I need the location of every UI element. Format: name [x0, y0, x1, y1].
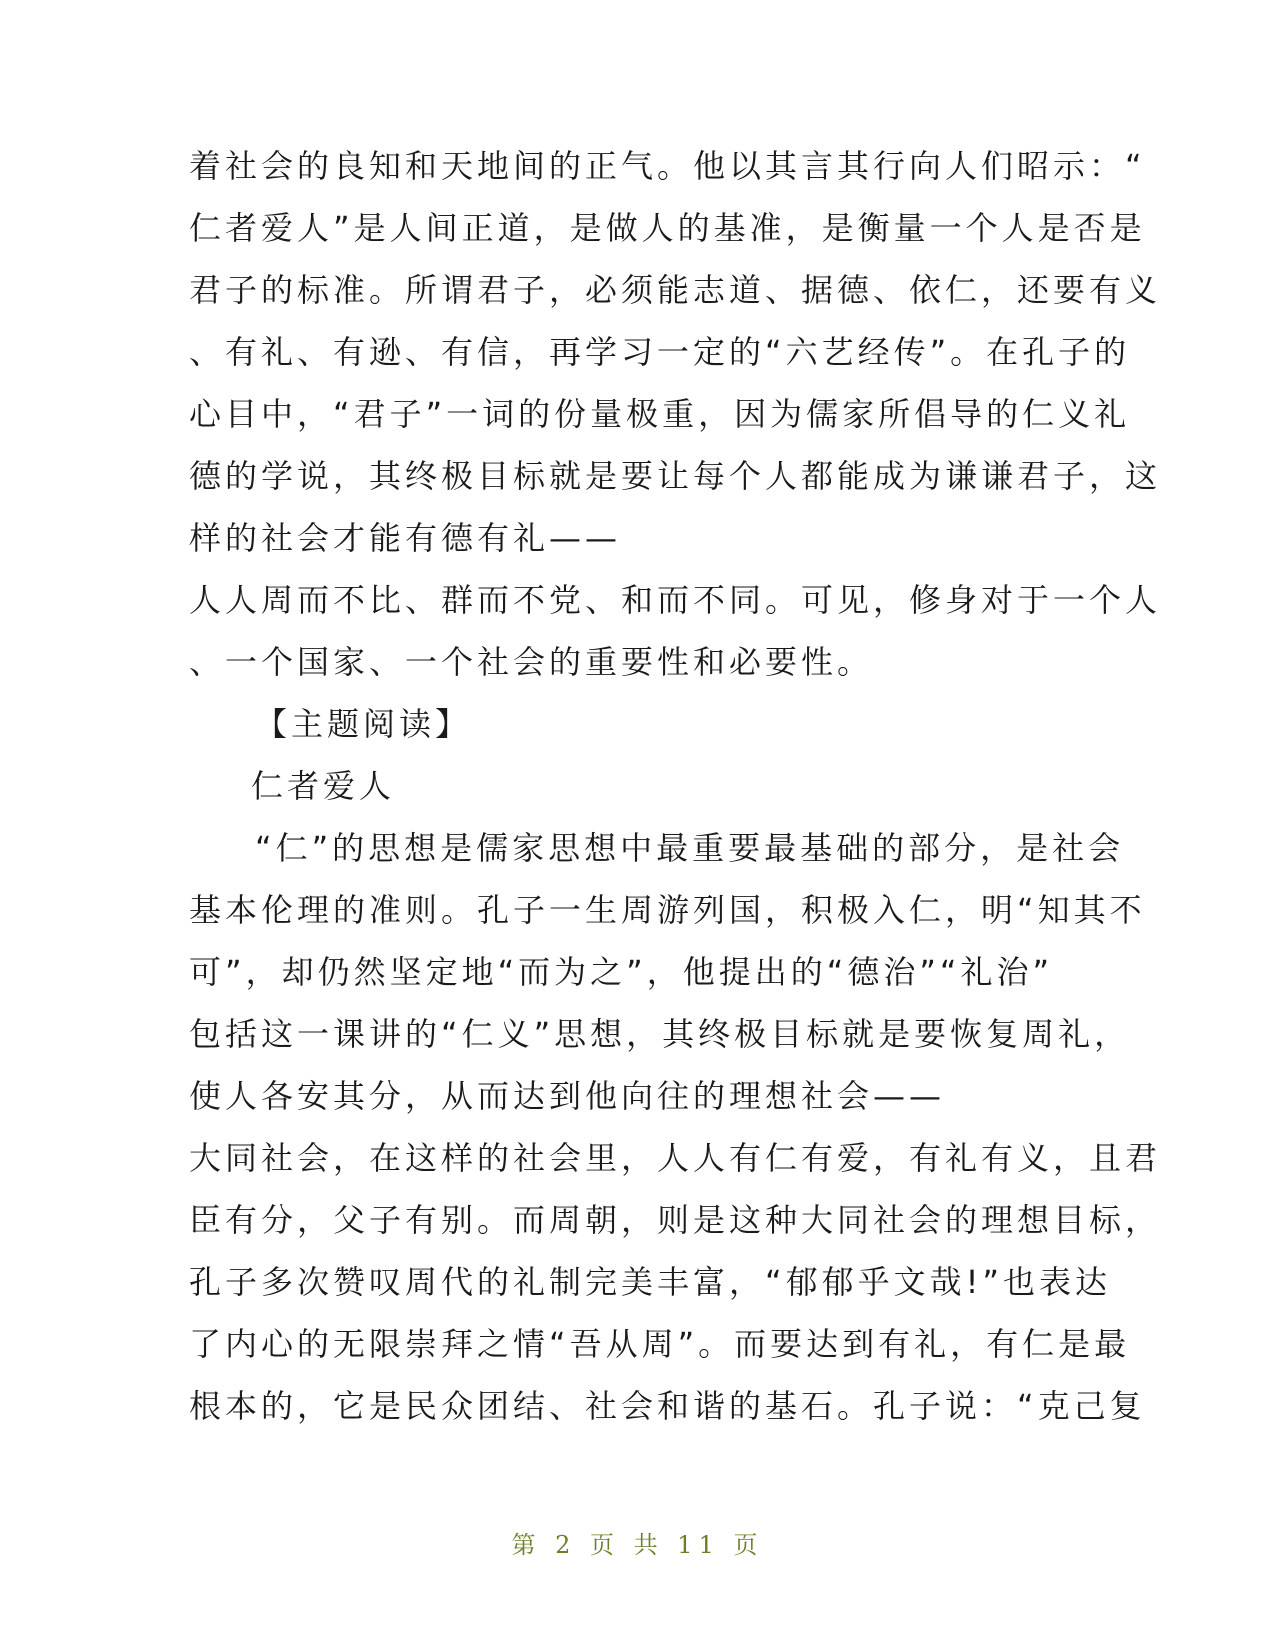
text-line: 君子的标准。所谓君子，必须能志道、据德、依仁，还要有义 [189, 271, 1162, 309]
text-line: 德的学说，其终极目标就是要让每个人都能成为谦谦君子，这 [189, 457, 1162, 495]
text-line: 根本的，它是民众团结、社会和谐的基石。孔子说：“克己复 [189, 1387, 1146, 1425]
text-line: “仁”的思想是儒家思想中最重要最基础的部分，是社会 [255, 829, 1125, 867]
text-line: 仁者爱人”是人间正道，是做人的基准，是衡量一个人是否是 [189, 209, 1146, 247]
text-line: 了内心的无限崇拜之情“吾从周”。而要达到有礼，有仁是最 [189, 1325, 1131, 1363]
text-line: 、一个国家、一个社会的重要性和必要性。 [189, 643, 874, 681]
text-line: 可”，却仍然坚定地“而为之”，他提出的“德治”“礼治” [189, 953, 1054, 991]
section-heading: 【主题阅读】 [255, 705, 472, 743]
text-line: 心目中，“君子”一词的份量极重，因为儒家所倡导的仁义礼 [189, 395, 1131, 433]
text-line: 孔子多次赞叹周代的礼制完美丰富，“郁郁乎文哉!”也表达 [189, 1263, 1111, 1301]
text-line: 基本伦理的准则。孔子一生周游列国，积极入仁，明“知其不 [189, 891, 1146, 929]
text-line: 臣有分，父子有别。而周朝，则是这种大同社会的理想目标， [189, 1201, 1162, 1239]
text-line: 样的社会才能有德有礼—— [189, 519, 622, 557]
text-line: 、有礼、有逊、有信，再学习一定的“六艺经传”。在孔子的 [189, 333, 1131, 371]
text-line: 着社会的良知和天地间的正气。他以其言其行向人们昭示：“ [189, 147, 1146, 185]
text-line: 大同社会，在这样的社会里，人人有仁有爱，有礼有义，且君 [189, 1139, 1162, 1177]
text-line: 人人周而不比、群而不党、和而不同。可见，修身对于一个人 [189, 581, 1162, 619]
article-title: 仁者爱人 [251, 767, 396, 805]
text-line: 使人各安其分，从而达到他向往的理想社会—— [189, 1077, 946, 1115]
text-line: 包括这一课讲的“仁义”思想，其终极目标就是要恢复周礼， [189, 1015, 1131, 1053]
page-number-footer: 第 2 页 共 11 页 [511, 1531, 764, 1559]
